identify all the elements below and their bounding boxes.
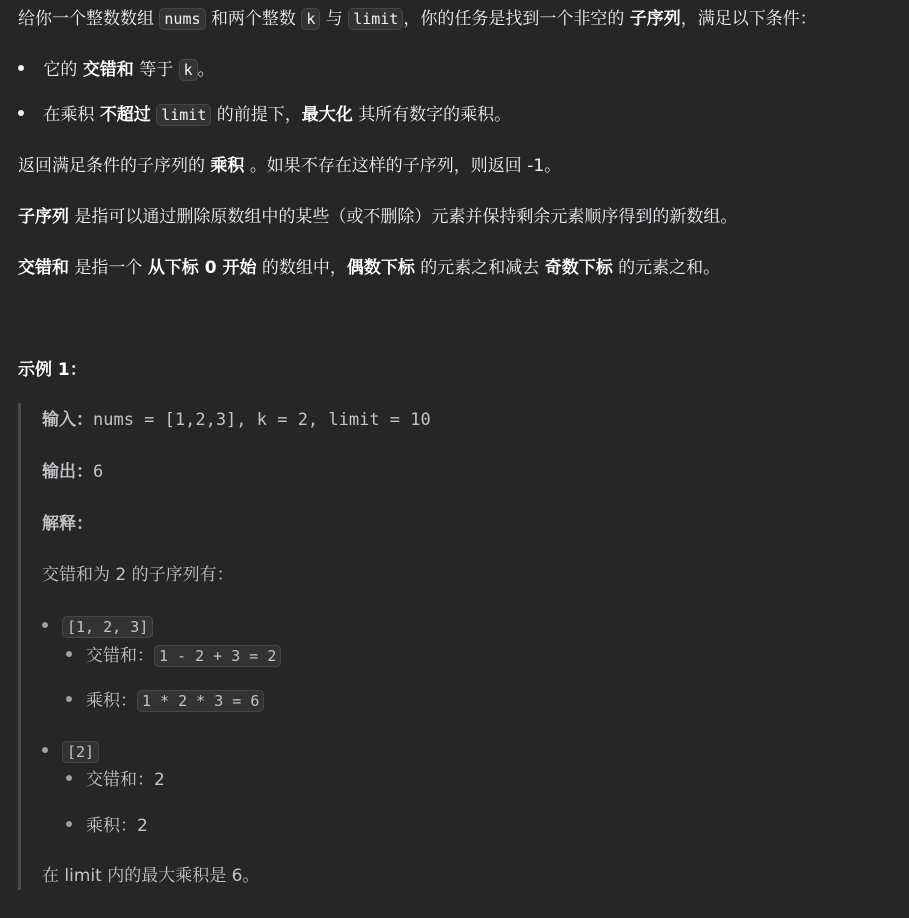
- bullet-icon: [66, 821, 72, 827]
- term-alternating-sum: 交错和: [18, 258, 69, 278]
- term-not-exceed: 不超过: [99, 105, 151, 125]
- bullet-icon: [42, 747, 48, 753]
- code-k: k: [301, 8, 320, 30]
- term-maximize: 最大化: [301, 105, 353, 125]
- term-subsequence: 子序列: [629, 9, 681, 29]
- subsequence-code: [2]: [62, 741, 99, 763]
- example-conclusion: 在 limit 内的最大乘积是 6。: [42, 866, 260, 886]
- term-product: 乘积: [210, 156, 245, 176]
- alt-sum-label: 交错和：: [86, 646, 154, 666]
- product-label: 乘积：: [86, 816, 137, 836]
- list-item: [66, 813, 148, 839]
- subsequence-code: [1, 2, 3]: [62, 616, 153, 638]
- term-from-index-0: 从下标 0 开始: [147, 258, 257, 278]
- example-output: [42, 459, 103, 485]
- blockquote-bar: [18, 403, 21, 890]
- intro-text-2: 和两个整数: [210, 9, 296, 29]
- example-input: [42, 407, 431, 433]
- example-explanation-intro: 交错和为 2 的子序列有：: [42, 565, 234, 585]
- intro-text-3: 与: [325, 9, 343, 29]
- intro-text-4: ，你的任务是找到一个非空的: [403, 9, 625, 29]
- alt-sum-value: 2: [154, 770, 165, 790]
- return-text-2: 。如果不存在这样的子序列，则返回 -1。: [249, 156, 562, 176]
- bullet-icon: [18, 110, 24, 116]
- condition-item-1: [18, 57, 215, 83]
- alt-def-text-4: 的元素之和。: [618, 258, 721, 278]
- return-paragraph: [18, 153, 561, 179]
- list-item: [42, 614, 153, 640]
- code-limit: limit: [156, 104, 211, 126]
- list-item: [66, 643, 281, 669]
- input-label: 输入：: [42, 410, 93, 430]
- bullet-icon: [42, 622, 48, 628]
- output-label: 输出：: [42, 462, 93, 482]
- condition-item-2: [18, 102, 511, 128]
- example-explanation-label: 解释：: [42, 514, 93, 534]
- cond1-text-3: 。: [197, 60, 215, 80]
- list-item: [66, 767, 165, 793]
- cond2-text-3: 其所有数字的乘积。: [358, 105, 512, 125]
- alt-def-text-3: 的元素之和减去: [420, 258, 540, 278]
- list-item: [42, 739, 99, 765]
- product-code: 1 * 2 * 3 = 6: [137, 690, 264, 712]
- code-nums: nums: [159, 8, 205, 30]
- term-even-index: 偶数下标: [346, 258, 415, 278]
- alt-def-text-1: 是指一个: [74, 258, 143, 278]
- return-text-1: 返回满足条件的子序列的: [18, 156, 205, 176]
- term-alternating-sum: 交错和: [82, 60, 134, 80]
- input-value: nums = [1,2,3], k = 2, limit = 10: [93, 410, 431, 430]
- intro-paragraph: [18, 6, 817, 32]
- cond2-text-2: 的前提下，: [216, 105, 302, 125]
- cond1-text-1: 它的: [43, 60, 78, 80]
- term-subsequence: 子序列: [18, 207, 69, 227]
- bullet-icon: [66, 651, 72, 657]
- output-value: 6: [93, 462, 104, 482]
- alt-def-text-2: 的数组中，: [261, 258, 347, 278]
- code-limit: limit: [348, 8, 403, 30]
- bullet-icon: [66, 775, 72, 781]
- bullet-icon: [18, 65, 24, 71]
- alt-sum-label: 交错和：: [86, 770, 154, 790]
- product-value: 2: [137, 816, 148, 836]
- intro-text-5: ，满足以下条件：: [680, 9, 817, 29]
- example-title: 示例 1：: [18, 360, 87, 380]
- cond1-text-2: 等于: [139, 60, 174, 80]
- bullet-icon: [66, 696, 72, 702]
- alt-sum-code: 1 - 2 + 3 = 2: [154, 645, 281, 667]
- subsequence-definition-text: 是指可以通过删除原数组中的某些（或不删除）元素并保持剩余元素顺序得到的新数组。: [74, 207, 738, 227]
- list-item: [66, 688, 264, 714]
- term-odd-index: 奇数下标: [544, 258, 613, 278]
- cond2-text-1: 在乘积: [43, 105, 95, 125]
- intro-text-1: 给你一个整数数组: [18, 9, 154, 29]
- code-k: k: [179, 59, 198, 81]
- product-label: 乘积：: [86, 691, 137, 711]
- subsequence-definition: [18, 204, 737, 230]
- alternating-sum-definition: [18, 255, 720, 281]
